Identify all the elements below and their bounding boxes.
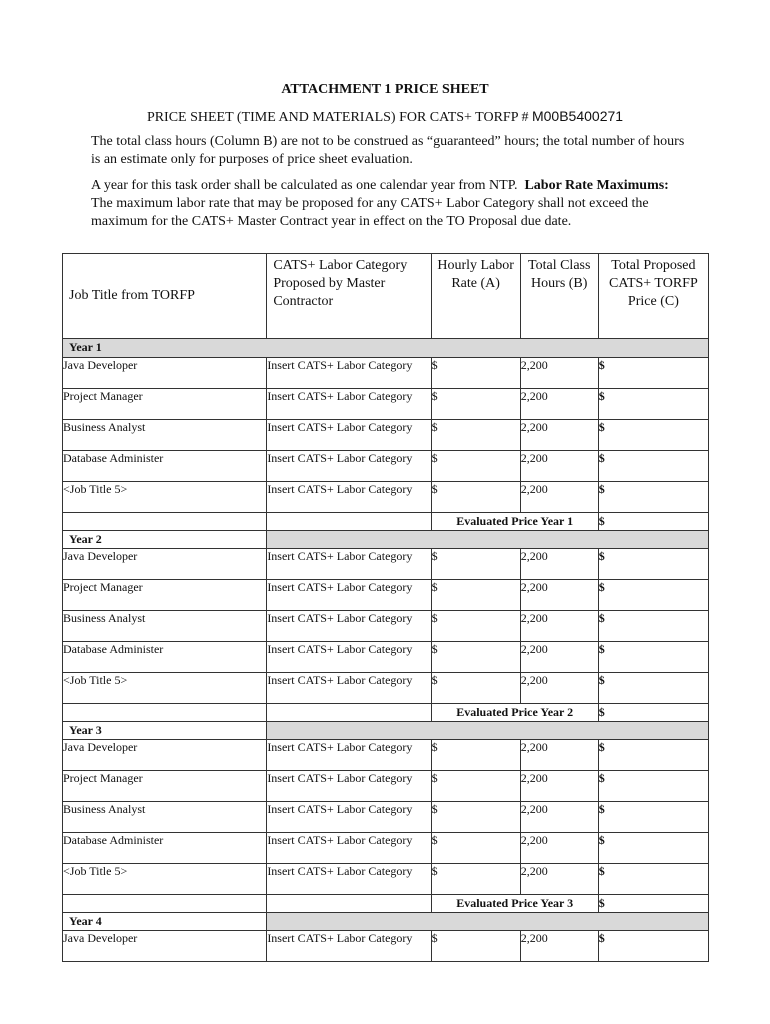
evaluated-empty-cell — [267, 895, 431, 913]
total-price-cell[interactable]: $ — [598, 642, 708, 673]
year-header-row — [63, 913, 709, 931]
year-label: Year 2 — [69, 532, 102, 546]
document-title: ATTACHMENT 1 PRICE SHEET — [281, 82, 489, 97]
class-hours-cell: 2,200 — [520, 864, 598, 895]
table-row — [63, 451, 709, 482]
class-hours-cell: 2,200 — [520, 580, 598, 611]
total-price-cell[interactable]: $ — [598, 833, 708, 864]
evaluated-empty-cell — [63, 704, 267, 722]
evaluated-empty-cell — [267, 513, 431, 531]
hourly-rate-cell[interactable]: $ — [431, 549, 520, 580]
year-header-row — [63, 339, 709, 358]
hourly-rate-cell[interactable]: $ — [431, 673, 520, 704]
hourly-rate-cell[interactable]: $ — [431, 931, 520, 962]
table-row — [63, 482, 709, 513]
year-header-row — [63, 531, 709, 549]
total-price-cell[interactable]: $ — [598, 931, 708, 962]
year-header-row — [63, 722, 709, 740]
labor-category-cell[interactable]: Insert CATS+ Labor Category — [267, 482, 431, 513]
class-hours-cell: 2,200 — [520, 389, 598, 420]
document-subtitle — [0, 108, 770, 126]
labor-category-cell[interactable]: Insert CATS+ Labor Category — [267, 642, 431, 673]
table-row — [63, 740, 709, 771]
evaluated-price-label: Evaluated Price Year 1 — [431, 513, 598, 531]
evaluated-price-row — [63, 704, 709, 722]
hourly-rate-cell[interactable]: $ — [431, 642, 520, 673]
job-title-cell: Java Developer — [63, 358, 267, 389]
hourly-rate-cell[interactable]: $ — [431, 358, 520, 389]
class-hours-cell: 2,200 — [520, 420, 598, 451]
class-hours-cell: 2,200 — [520, 833, 598, 864]
total-price-cell[interactable]: $ — [598, 771, 708, 802]
job-title-cell: Database Administer — [63, 642, 267, 673]
labor-category-cell[interactable]: Insert CATS+ Labor Category — [267, 580, 431, 611]
year-label: Year 1 — [69, 340, 102, 354]
job-title-cell: Project Manager — [63, 389, 267, 420]
hourly-rate-cell[interactable]: $ — [431, 771, 520, 802]
class-hours-cell: 2,200 — [520, 611, 598, 642]
hourly-rate-cell[interactable]: $ — [431, 451, 520, 482]
evaluated-price-value[interactable]: $ — [598, 704, 708, 722]
labor-category-cell[interactable]: Insert CATS+ Labor Category — [267, 358, 431, 389]
evaluated-empty-cell — [63, 895, 267, 913]
total-price-cell[interactable]: $ — [598, 420, 708, 451]
labor-category-cell[interactable]: Insert CATS+ Labor Category — [267, 451, 431, 482]
year-label: Year 3 — [69, 723, 102, 737]
class-hours-cell: 2,200 — [520, 451, 598, 482]
labor-category-cell[interactable]: Insert CATS+ Labor Category — [267, 740, 431, 771]
total-price-cell[interactable]: $ — [598, 802, 708, 833]
job-title-cell: <Job Title 5> — [63, 864, 267, 895]
evaluated-price-value[interactable]: $ — [598, 513, 708, 531]
table-row — [63, 611, 709, 642]
job-title-cell: Java Developer — [63, 740, 267, 771]
year-label: Year 4 — [69, 914, 102, 928]
evaluated-price-value[interactable]: $ — [598, 895, 708, 913]
header-total-price: Total Proposed CATS+ TORFP Price (C) — [598, 254, 708, 339]
labor-rate-maximums-text: The maximum labor rate that may be proposed for any CATS+ Labor Category shall not exceed the maximum for the CATS+ Master Contract year in effect on the TO Proposal due date. — [91, 196, 649, 229]
class-hours-cell: 2,200 — [520, 802, 598, 833]
class-hours-cell: 2,200 — [520, 673, 598, 704]
job-title-cell: Project Manager — [63, 580, 267, 611]
class-hours-cell: 2,200 — [520, 931, 598, 962]
year-label-cell — [63, 913, 267, 931]
table-header-row — [63, 254, 709, 339]
year-header-shading — [267, 913, 709, 931]
task-order-year-note — [91, 177, 691, 231]
hourly-rate-cell[interactable]: $ — [431, 864, 520, 895]
job-title-cell: <Job Title 5> — [63, 482, 267, 513]
labor-category-cell[interactable]: Insert CATS+ Labor Category — [267, 389, 431, 420]
year-header-shading — [267, 531, 709, 549]
header-job-title: Job Title from TORFP — [63, 254, 267, 339]
subtitle-text: PRICE SHEET (TIME AND MATERIALS) FOR CATS+ TORFP # — [146, 110, 529, 125]
hourly-rate-cell[interactable]: $ — [431, 740, 520, 771]
class-hours-cell: 2,200 — [520, 642, 598, 673]
hourly-rate-cell[interactable]: $ — [431, 611, 520, 642]
total-price-cell[interactable]: $ — [598, 358, 708, 389]
class-hours-cell: 2,200 — [520, 549, 598, 580]
evaluated-price-row — [63, 513, 709, 531]
labor-category-cell[interactable]: Insert CATS+ Labor Category — [267, 420, 431, 451]
table-row — [63, 833, 709, 864]
header-class-hours: Total Class Hours (B) — [520, 254, 598, 339]
table-row — [63, 580, 709, 611]
labor-category-cell[interactable]: Insert CATS+ Labor Category — [267, 802, 431, 833]
total-price-cell[interactable]: $ — [598, 389, 708, 420]
year-header-shading — [267, 722, 709, 740]
hourly-rate-cell[interactable]: $ — [431, 420, 520, 451]
hourly-rate-cell[interactable]: $ — [431, 389, 520, 420]
table-row — [63, 771, 709, 802]
labor-category-cell[interactable]: Insert CATS+ Labor Category — [267, 549, 431, 580]
price-table — [62, 253, 709, 962]
labor-category-cell[interactable]: Insert CATS+ Labor Category — [267, 931, 431, 962]
total-price-cell[interactable]: $ — [598, 482, 708, 513]
total-price-cell[interactable]: $ — [598, 864, 708, 895]
year-label-cell — [63, 722, 267, 740]
class-hours-cell: 2,200 — [520, 482, 598, 513]
job-title-cell: Java Developer — [63, 931, 267, 962]
table-row — [63, 389, 709, 420]
total-price-cell[interactable]: $ — [598, 611, 708, 642]
labor-category-cell[interactable]: Insert CATS+ Labor Category — [267, 771, 431, 802]
table-row — [63, 802, 709, 833]
year-definition: A year for this task order shall be calculated as one calendar year from NTP. — [91, 178, 518, 193]
job-title-cell: Business Analyst — [63, 420, 267, 451]
job-title-cell: <Job Title 5> — [63, 673, 267, 704]
hourly-rate-cell[interactable]: $ — [431, 802, 520, 833]
job-title-cell: Business Analyst — [63, 611, 267, 642]
total-price-cell[interactable]: $ — [598, 549, 708, 580]
evaluated-empty-cell — [267, 704, 431, 722]
labor-rate-maximums-heading: Labor Rate Maximums: — [524, 178, 669, 193]
header-hourly-rate: Hourly Labor Rate (A) — [431, 254, 520, 339]
year-label-cell — [63, 531, 267, 549]
year-label-cell — [63, 339, 709, 358]
class-hours-note: The total class hours (Column B) are not to be construed as “guaranteed” hours; the total number of hours is an estimate only for purposes of price sheet evaluation. — [91, 134, 685, 167]
labor-category-cell[interactable]: Insert CATS+ Labor Category — [267, 864, 431, 895]
evaluated-price-label: Evaluated Price Year 3 — [431, 895, 598, 913]
evaluated-price-label: Evaluated Price Year 2 — [431, 704, 598, 722]
class-hours-cell: 2,200 — [520, 740, 598, 771]
table-row — [63, 864, 709, 895]
job-title-cell: Project Manager — [63, 771, 267, 802]
hourly-rate-cell[interactable]: $ — [431, 833, 520, 864]
hourly-rate-cell[interactable]: $ — [431, 580, 520, 611]
table-row — [63, 642, 709, 673]
evaluated-price-row — [63, 895, 709, 913]
total-price-cell[interactable]: $ — [598, 673, 708, 704]
table-row — [63, 420, 709, 451]
class-hours-cell: 2,200 — [520, 358, 598, 389]
hourly-rate-cell[interactable]: $ — [431, 482, 520, 513]
labor-category-cell[interactable]: Insert CATS+ Labor Category — [267, 673, 431, 704]
total-price-cell[interactable]: $ — [598, 580, 708, 611]
job-title-cell: Database Administer — [63, 451, 267, 482]
job-title-cell: Business Analyst — [63, 802, 267, 833]
labor-category-cell[interactable]: Insert CATS+ Labor Category — [267, 611, 431, 642]
table-row — [63, 673, 709, 704]
torfp-number: M00B5400271 — [531, 108, 624, 124]
total-price-cell[interactable]: $ — [598, 451, 708, 482]
table-row — [63, 358, 709, 389]
labor-category-cell[interactable]: Insert CATS+ Labor Category — [267, 833, 431, 864]
table-row — [63, 931, 709, 962]
header-labor-category: CATS+ Labor Category Proposed by Master Contractor — [267, 254, 431, 339]
table-row — [63, 549, 709, 580]
job-title-cell: Database Administer — [63, 833, 267, 864]
class-hours-cell: 2,200 — [520, 771, 598, 802]
evaluated-empty-cell — [63, 513, 267, 531]
total-price-cell[interactable]: $ — [598, 740, 708, 771]
job-title-cell: Java Developer — [63, 549, 267, 580]
